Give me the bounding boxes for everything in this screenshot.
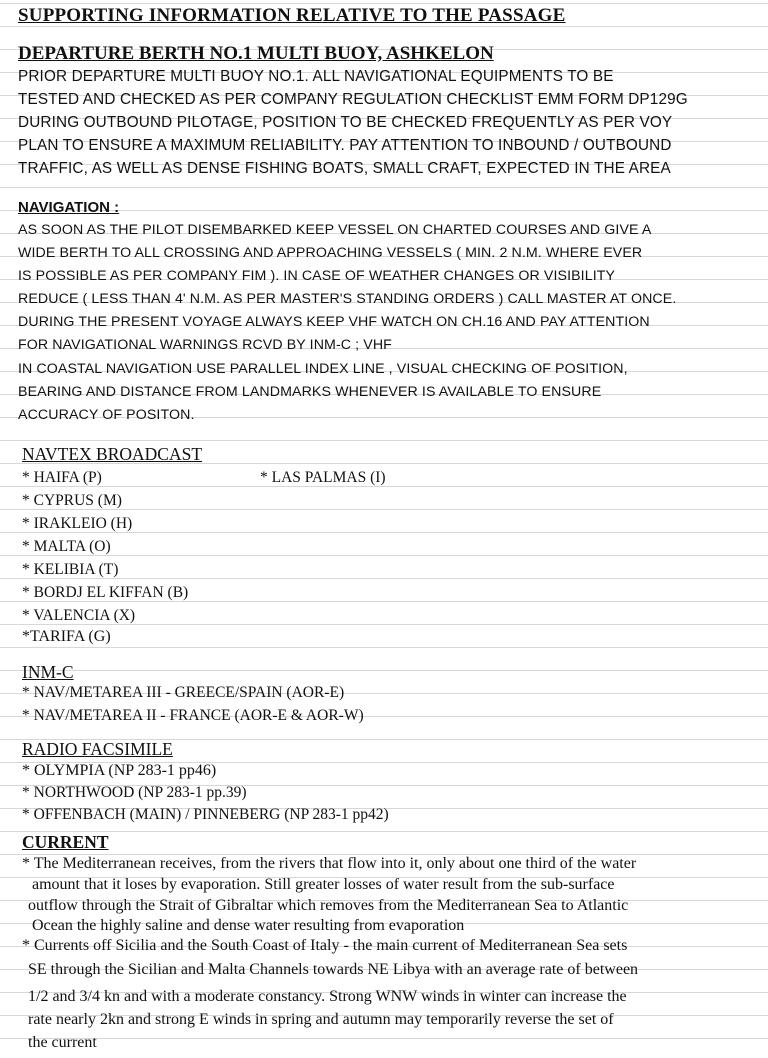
- navtex-item: * LAS PALMAS (I): [260, 469, 386, 486]
- navtex-item: * KELIBIA (T): [22, 561, 119, 578]
- departure-line: TRAFFIC, AS WELL AS DENSE FISHING BOATS, SMALL CRAFT, EXPECTED IN THE AREA: [18, 160, 671, 177]
- navtex-heading: NAVTEX BROADCAST: [22, 444, 203, 464]
- navtex-item: * MALTA (O): [22, 538, 111, 555]
- facsimile-item: * OLYMPIA (NP 283-1 pp46): [22, 762, 217, 779]
- current-line: 1/2 and 3/4 kn and with a moderate constancy. Strong WNW winds in winter can increase the: [28, 988, 627, 1005]
- current-line: amount that it loses by evaporation. Still greater losses of water result from the sub-surface: [32, 876, 615, 893]
- current-line: the current: [28, 1034, 97, 1051]
- navigation-line: IN COASTAL NAVIGATION USE PARALLEL INDEX LINE , VISUAL CHECKING OF POSITION,: [18, 361, 628, 377]
- navtex-item: * CYPRUS (M): [22, 492, 122, 509]
- navigation-heading: NAVIGATION :: [18, 199, 120, 216]
- current-line: outflow through the Strait of Gibraltar which removes from the Mediterranean Sea to Atlantic: [28, 897, 629, 914]
- departure-line: TESTED AND CHECKED AS PER COMPANY REGULATION CHECKLIST EMM FORM DP129G: [18, 91, 688, 108]
- navigation-line: REDUCE ( LESS THAN 4' N.M. AS PER MASTER'S STANDING ORDERS ) CALL MASTER AT ONCE.: [18, 291, 677, 307]
- current-line: * The Mediterranean receives, from the rivers that flow into it, only about one third of the water: [22, 855, 637, 872]
- current-heading: CURRENT: [22, 832, 109, 852]
- navigation-line: BEARING AND DISTANCE FROM LANDMARKS WHENEVER IS AVAILABLE TO ENSURE: [18, 384, 602, 400]
- departure-line: DURING OUTBOUND PILOTAGE, POSITION TO BE CHECKED FREQUENTLY AS PER VOY: [18, 114, 673, 131]
- inmc-heading: INM-C: [22, 662, 74, 682]
- departure-heading: DEPARTURE BERTH NO.1 MULTI BUOY, ASHKELON: [18, 43, 494, 64]
- facsimile-heading: RADIO FACSIMILE: [22, 739, 173, 759]
- navtex-item: * HAIFA (P): [22, 469, 102, 486]
- current-line: rate nearly 2kn and strong E winds in spring and autumn may temporarily reverse the set of: [28, 1011, 614, 1028]
- navtex-item: * BORDJ EL KIFFAN (B): [22, 584, 189, 601]
- navigation-line: IS POSSIBLE AS PER COMPANY FIM ). IN CASE OF WEATHER CHANGES OR VISIBILITY: [18, 268, 616, 284]
- current-line: * Currents off Sicilia and the South Coast of Italy - the main current of Mediterranean Sea sets: [22, 937, 628, 954]
- current-line: Ocean the highly saline and dense water resulting from evaporation: [32, 917, 465, 934]
- navigation-line: WIDE BERTH TO ALL CROSSING AND APPROACHING VESSELS ( MIN. 2 N.M. WHERE EVER: [18, 245, 643, 261]
- navigation-line: ACCURACY OF POSITON.: [18, 407, 195, 423]
- facsimile-item: * OFFENBACH (MAIN) / PINNEBERG (NP 283-1 pp42): [22, 806, 389, 823]
- departure-line: PLAN TO ENSURE A MAXIMUM RELIABILITY. PAY ATTENTION TO INBOUND / OUTBOUND: [18, 137, 672, 154]
- navtex-item: *TARIFA (G): [22, 628, 111, 645]
- navigation-line: DURING THE PRESENT VOYAGE ALWAYS KEEP VHF WATCH ON CH.16 AND PAY ATTENTION: [18, 314, 650, 330]
- navtex-item: * VALENCIA (X): [22, 607, 136, 624]
- inmc-item: * NAV/METAREA II - FRANCE (AOR-E & AOR-W): [22, 707, 364, 724]
- page-title: SUPPORTING INFORMATION RELATIVE TO THE PASSAGE: [18, 5, 566, 26]
- navtex-item: * IRAKLEIO (H): [22, 515, 133, 532]
- navigation-line: FOR NAVIGATIONAL WARNINGS RCVD BY INM-C ; VHF: [18, 337, 392, 353]
- current-line: SE through the Sicilian and Malta Channels towards NE Libya with an average rate of between: [28, 961, 639, 978]
- facsimile-item: * NORTHWOOD (NP 283-1 pp.39): [22, 784, 247, 801]
- inmc-item: * NAV/METAREA III - GREECE/SPAIN (AOR-E): [22, 684, 345, 701]
- navigation-line: AS SOON AS THE PILOT DISEMBARKED KEEP VESSEL ON CHARTED COURSES AND GIVE A: [18, 222, 652, 238]
- departure-line: PRIOR DEPARTURE MULTI BUOY NO.1. ALL NAVIGATIONAL EQUIPMENTS TO BE: [18, 68, 614, 85]
